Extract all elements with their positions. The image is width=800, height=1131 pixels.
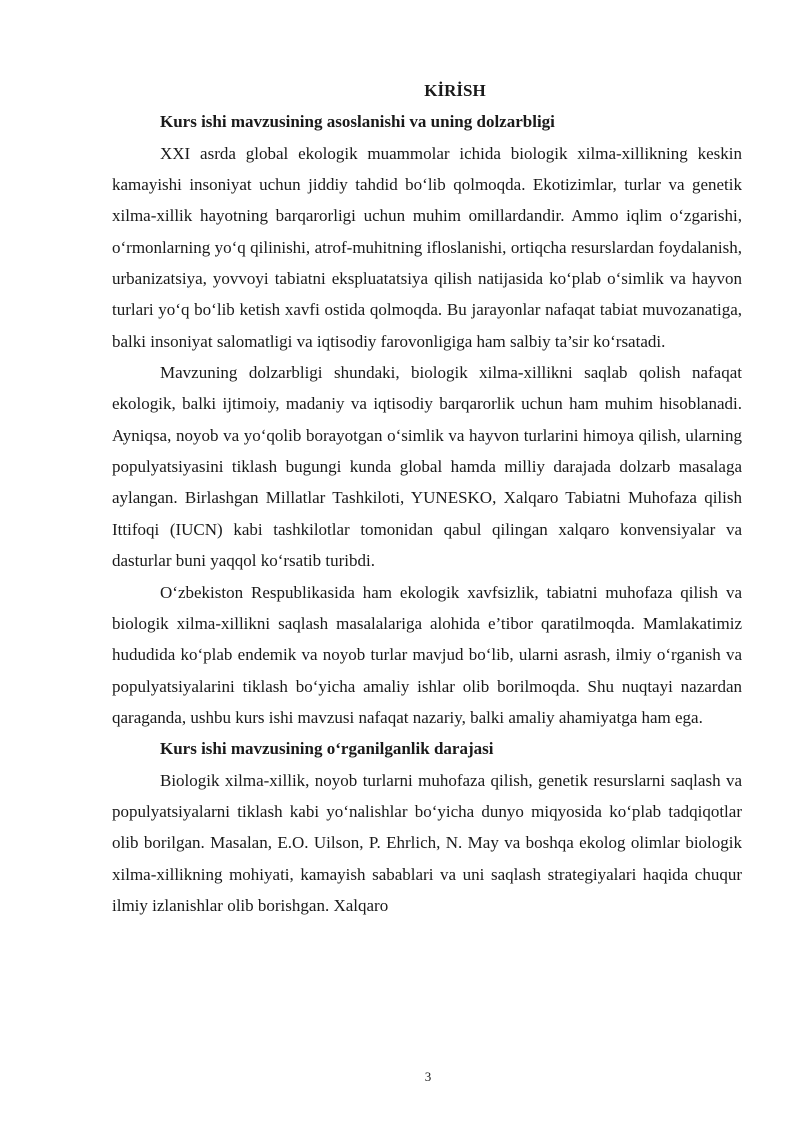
- section-heading-relevance: Kurs ishi mavzusining asoslanishi va uning dolzarbligi: [160, 112, 555, 132]
- paragraph: Mavzuning dolzarbligi shundaki, biologik xilma-xillikni saqlab qolish nafaqat ekologik, balki ijtimoiy, madaniy va iqtisodiy barqarorlik uchun ham muhim hisoblanadi. Ayniqsa, noyob va yo‘qolib borayotgan o‘simlik va hayvon turlarini himoya qilish, ularning populyatsiyasini tiklash bugungi kunda global hamda milliy darajada dolzarb masalaga aylangan. Birlashgan Millatlar Tashkiloti, YUNESKO, Xalqaro Tabiatni Muhofaza qilish Ittifoqi (IUCN) kabi tashkilotlar tomonidan qabul qilingan xalqaro konvensiyalar va dasturlar buni yaqqol ko‘rsatib turibdi.: [112, 363, 742, 571]
- paragraph: O‘zbekiston Respublikasida ham ekologik xavfsizlik, tabiatni muhofaza qilish va biologik xilma-xillikni saqlash masalalariga alohida e’tibor qaratilmoqda. Mamlakatimiz hududida ko‘plab endemik va noyob turlar mavjud bo‘lib, ularni asrash, ilmiy o‘rganish va populyatsiyalarini tiklash bo‘yicha amaliy ishlar olib borilmoqda. Shu nuqtayi nazardan qaraganda, ushbu kurs ishi mavzusi nafaqat nazariy, balki amaliy ahamiyatga ham ega.: [112, 582, 742, 727]
- document-body: [112, 75, 742, 921]
- paragraph: Biologik xilma-xillik, noyob turlarni muhofaza qilish, genetik resurslarni saqlash va populyatsiyalarni tiklash kabi yo‘nalishlar bo‘yicha dunyo miqyosida ko‘plab tadqiqotlar olib borilgan. Masalan, E.O. Uilson, P. Ehrlich, N. May va boshqa ekolog olimlar biologik xilma-xillikning mohiyati, kamayish sabablari va uni saqlash strategiyalari haqida chuqur ilmiy izlanishlar olib borishgan. Xalqaro: [112, 770, 742, 915]
- paragraph: XXI asrda global ekologik muammolar ichida biologik xilma-xillikning keskin kamayishi insoniyat uchun jiddiy tahdid bo‘lib qolmoqda. Ekotizimlar, turlar va genetik xilma-xillik hayotning barqarorligi uchun muhim omillardandir. Ammo iqlim o‘zgarishi, o‘rmonlarning yo‘q qilinishi, atrof-muhitning ifloslanishi, ortiqcha resurslardan foydalanish, urbanizatsiya, yovvoyi tabiatni ekspluatatsiya qilish natijasida ko‘plab o‘simlik va hayvon turlari yo‘q bo‘lib ketish xavfi ostida qolmoqda. Bu jarayonlar nafaqat tabiat muvozanatiga, balki insoniyat salomatligi va iqtisodiy farovonligiga ham salbiy ta’sir ko‘rsatadi.: [112, 143, 742, 351]
- section-heading-study-level: Kurs ishi mavzusining o‘rganilganlik darajasi: [160, 739, 494, 759]
- page-title: KİRİSH: [424, 81, 486, 100]
- page-number: 3: [424, 1069, 432, 1084]
